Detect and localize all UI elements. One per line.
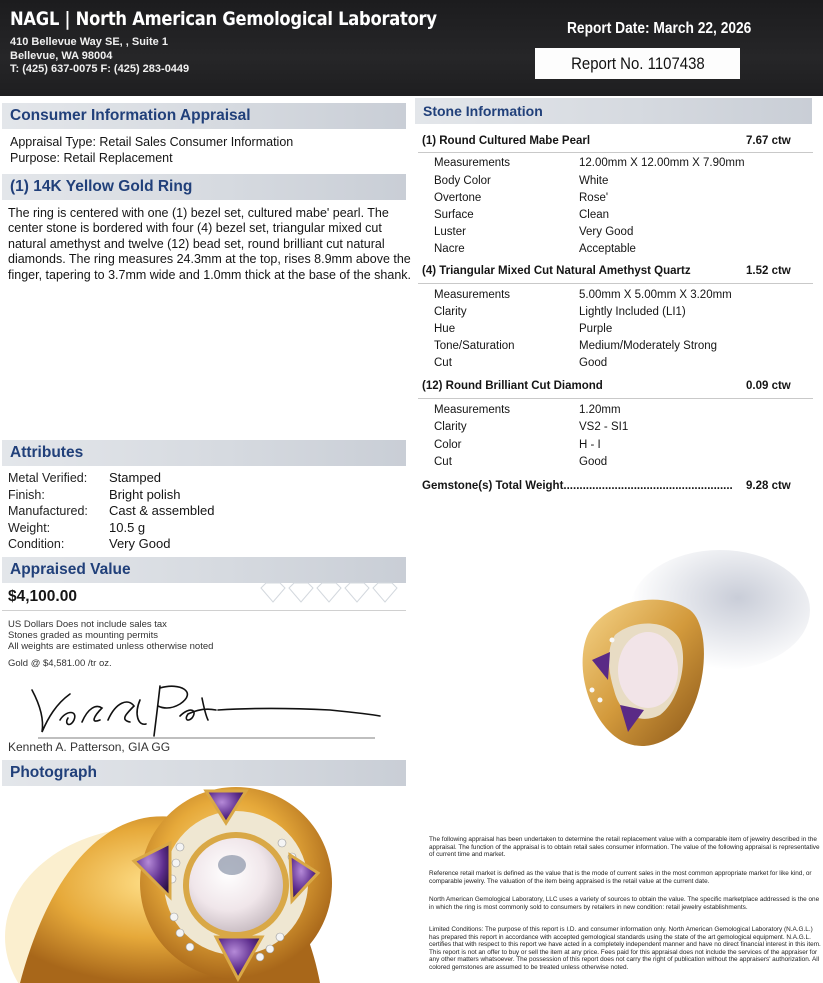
divider xyxy=(418,152,813,153)
stone-row xyxy=(434,357,607,369)
stone-row-key: Nacre xyxy=(434,243,465,255)
divider xyxy=(2,610,406,611)
stone-row xyxy=(434,421,628,433)
report-number-box xyxy=(535,48,740,79)
stone-row xyxy=(434,192,608,204)
attribute-key: Manufactured: xyxy=(8,504,88,518)
stone-row xyxy=(434,175,608,187)
attribute-key: Weight: xyxy=(8,521,51,535)
stone-row-value: Acceptable xyxy=(579,243,636,255)
appraiser-signature xyxy=(30,680,390,740)
address-line-1: 410 Bellevue Way SE, , Suite 1 xyxy=(10,36,168,48)
stone-info-heading: Stone Information xyxy=(415,98,812,124)
stone-group-title: (1) Round Cultured Mabe Pearl xyxy=(422,135,591,147)
stone-group-title: (12) Round Brilliant Cut Diamond xyxy=(422,380,603,392)
stone-row-key: Overtone xyxy=(434,192,482,204)
stone-row-value: Purple xyxy=(579,323,613,335)
stone-row-key: Measurements xyxy=(434,289,511,301)
stone-row-value: Very Good xyxy=(579,226,634,238)
attribute-key: Metal Verified: xyxy=(8,471,88,485)
stone-row-value: White xyxy=(579,175,609,187)
photograph-heading: Photograph xyxy=(2,760,406,786)
stone-row-value: Lightly Included (LI1) xyxy=(579,306,686,318)
total-weight-label: Gemstone(s) Total Weight..................................................... xyxy=(422,480,733,492)
stone-row xyxy=(434,323,612,335)
stone-row-key: Luster xyxy=(434,226,466,238)
stone-row-value: H - I xyxy=(579,439,601,451)
appraisal-type: Appraisal Type: Retail Sales Consumer Information xyxy=(10,135,294,149)
appraised-value-heading: Appraised Value xyxy=(2,557,406,583)
attribute-value: Very Good xyxy=(109,536,171,551)
stone-row-value: Clean xyxy=(579,209,610,221)
stone-row xyxy=(434,289,732,301)
stone-row-key: Tone/Saturation xyxy=(434,340,515,352)
lab-phone: T: (425) 637-0075 F: (425) 283-0449 xyxy=(10,63,190,75)
attribute-row xyxy=(8,520,145,535)
stone-row xyxy=(434,340,717,352)
stone-row xyxy=(434,157,745,169)
disclaimer-paragraph: The following appraisal has been undertaken to determine the retail replacement value with a comparable item of jewelry described in the appraisal. The function of the appraisal is to obtain retail sales consumer information. The value of the following appraisal is representative of current time and market. xyxy=(429,836,820,859)
lab-address xyxy=(10,36,189,77)
stone-row-key: Hue xyxy=(434,323,456,335)
report-header xyxy=(0,0,823,96)
stone-row-key: Measurements xyxy=(434,404,511,416)
stone-group-title: (4) Triangular Mixed Cut Natural Amethyst Quartz xyxy=(422,265,691,277)
lab-name: NAGL | North American Gemological Laboratory xyxy=(10,8,437,30)
stone-row xyxy=(434,306,686,318)
stone-row-value: Medium/Moderately Strong xyxy=(579,340,718,352)
stone-row-value: 1.20mm xyxy=(579,404,621,416)
ring-side-view-image xyxy=(520,540,823,790)
stone-group-ctw: 1.52 ctw xyxy=(746,265,791,277)
report-number: Report No. 1107438 xyxy=(570,53,705,73)
stone-group-ctw: 7.67 ctw xyxy=(746,135,791,147)
stone-row-key: Clarity xyxy=(434,306,467,318)
stone-row xyxy=(434,439,601,451)
stone-row-value: 12.00mm X 12.00mm X 7.90mm xyxy=(579,157,745,169)
attribute-key: Finish: xyxy=(8,488,45,502)
diamond-watermark xyxy=(260,579,408,607)
stone-row-value: Good xyxy=(579,456,608,468)
value-note: US Dollars Does not include sales tax xyxy=(8,619,167,630)
gold-price-note: Gold @ $4,581.00 /tr oz. xyxy=(8,658,112,669)
ring-photo-side xyxy=(520,540,823,790)
stone-row xyxy=(434,243,636,255)
attribute-value: Stamped xyxy=(109,470,162,485)
ring-top-view-image xyxy=(0,787,408,983)
item-heading: (1) 14K Yellow Gold Ring xyxy=(2,174,406,200)
stone-row-value: 5.00mm X 5.00mm X 3.20mm xyxy=(579,289,732,301)
appraiser-name: Kenneth A. Patterson, GIA GG xyxy=(8,740,171,754)
attribute-row xyxy=(8,470,161,485)
stone-row-key: Clarity xyxy=(434,421,467,433)
stone-row-value: VS2 - SI1 xyxy=(579,421,629,433)
attribute-value: 10.5 g xyxy=(109,520,146,535)
attribute-key: Condition: xyxy=(8,537,65,551)
stone-row-value: Rose' xyxy=(579,192,609,204)
stone-row-key: Color xyxy=(434,439,462,451)
stone-row-key: Measurements xyxy=(434,157,511,169)
attributes-heading: Attributes xyxy=(2,440,406,466)
stone-row xyxy=(434,226,633,238)
total-weight-value: 9.28 ctw xyxy=(746,480,791,492)
attribute-row xyxy=(8,487,181,502)
appraised-value: $4,100.00 xyxy=(8,588,77,605)
item-description: The ring is centered with one (1) bezel set, cultured mabe' pearl. The center stone is bordered with four (4) bezel set, triangular mixed cut natural amethyst and twelve (12) bead set, round brilliant cut natural diamonds. The ring measures 24.3mm at the top, rises 8.9mm above the finger, tapering to 3.7mm wide and 1.0mm thick at the base of the shank. xyxy=(8,206,412,282)
stone-row xyxy=(434,456,607,468)
stone-row xyxy=(434,209,609,221)
divider xyxy=(418,283,813,284)
address-line-2: Bellevue, WA 98004 xyxy=(10,49,113,62)
ring-photo-top xyxy=(0,787,408,983)
attribute-value: Cast & assembled xyxy=(109,503,215,518)
consumer-info-heading: Consumer Information Appraisal xyxy=(2,103,406,129)
report-date: Report Date: March 22, 2026 xyxy=(567,20,752,37)
stone-row-key: Cut xyxy=(434,357,452,369)
value-note: Stones graded as mounting permits xyxy=(8,630,158,641)
disclaimer-paragraph: Limited Conditions: The purpose of this report is I.D. and consumer information only. North American Gemological Laboratory (N.A.G.L.) has prepared this report in accordance with accepted gemological standards using the state of the art gemological equipment. N.A.G.L. certifies that with respect to this report we have acted in a completely independent manner and have no direct financial interest in this item. This report is not an offer to buy or sell the item at any price. Fees paid for this appraisal does not include the services of the appraiser for any other matters whatsoever. The possession of this report does not carry the right of publication without the appraisers' authorization. All colored gemstones are assumed to be treated unless otherwise noted. xyxy=(429,926,821,971)
appraisal-purpose: Purpose: Retail Replacement xyxy=(10,151,173,165)
divider xyxy=(418,398,813,399)
value-note: All weights are estimated unless otherwise noted xyxy=(8,641,214,652)
stone-row-key: Cut xyxy=(434,456,452,468)
stone-group-ctw: 0.09 ctw xyxy=(746,380,791,392)
attribute-row xyxy=(8,503,215,518)
stone-row-key: Surface xyxy=(434,209,474,221)
disclaimer-paragraph: North American Gemological Laboratory, LLC uses a variety of sources to obtain the value. The specific marketplace addressed is the one in which the ring is most commonly sold to consumers by retailers in new condition: retail jewelry establishments. xyxy=(429,896,820,911)
stone-row xyxy=(434,404,621,416)
stone-row-key: Body Color xyxy=(434,175,491,187)
attribute-row xyxy=(8,536,170,551)
disclaimer-paragraph: Reference retail market is defined as the value that is the mode of current sales in the most common appropriate market for like kind, or comparable jewelry. The valuation of the item being appraised is the retail value at the current date. xyxy=(429,870,812,885)
attribute-value: Bright polish xyxy=(109,487,181,502)
stone-row-value: Good xyxy=(579,357,608,369)
